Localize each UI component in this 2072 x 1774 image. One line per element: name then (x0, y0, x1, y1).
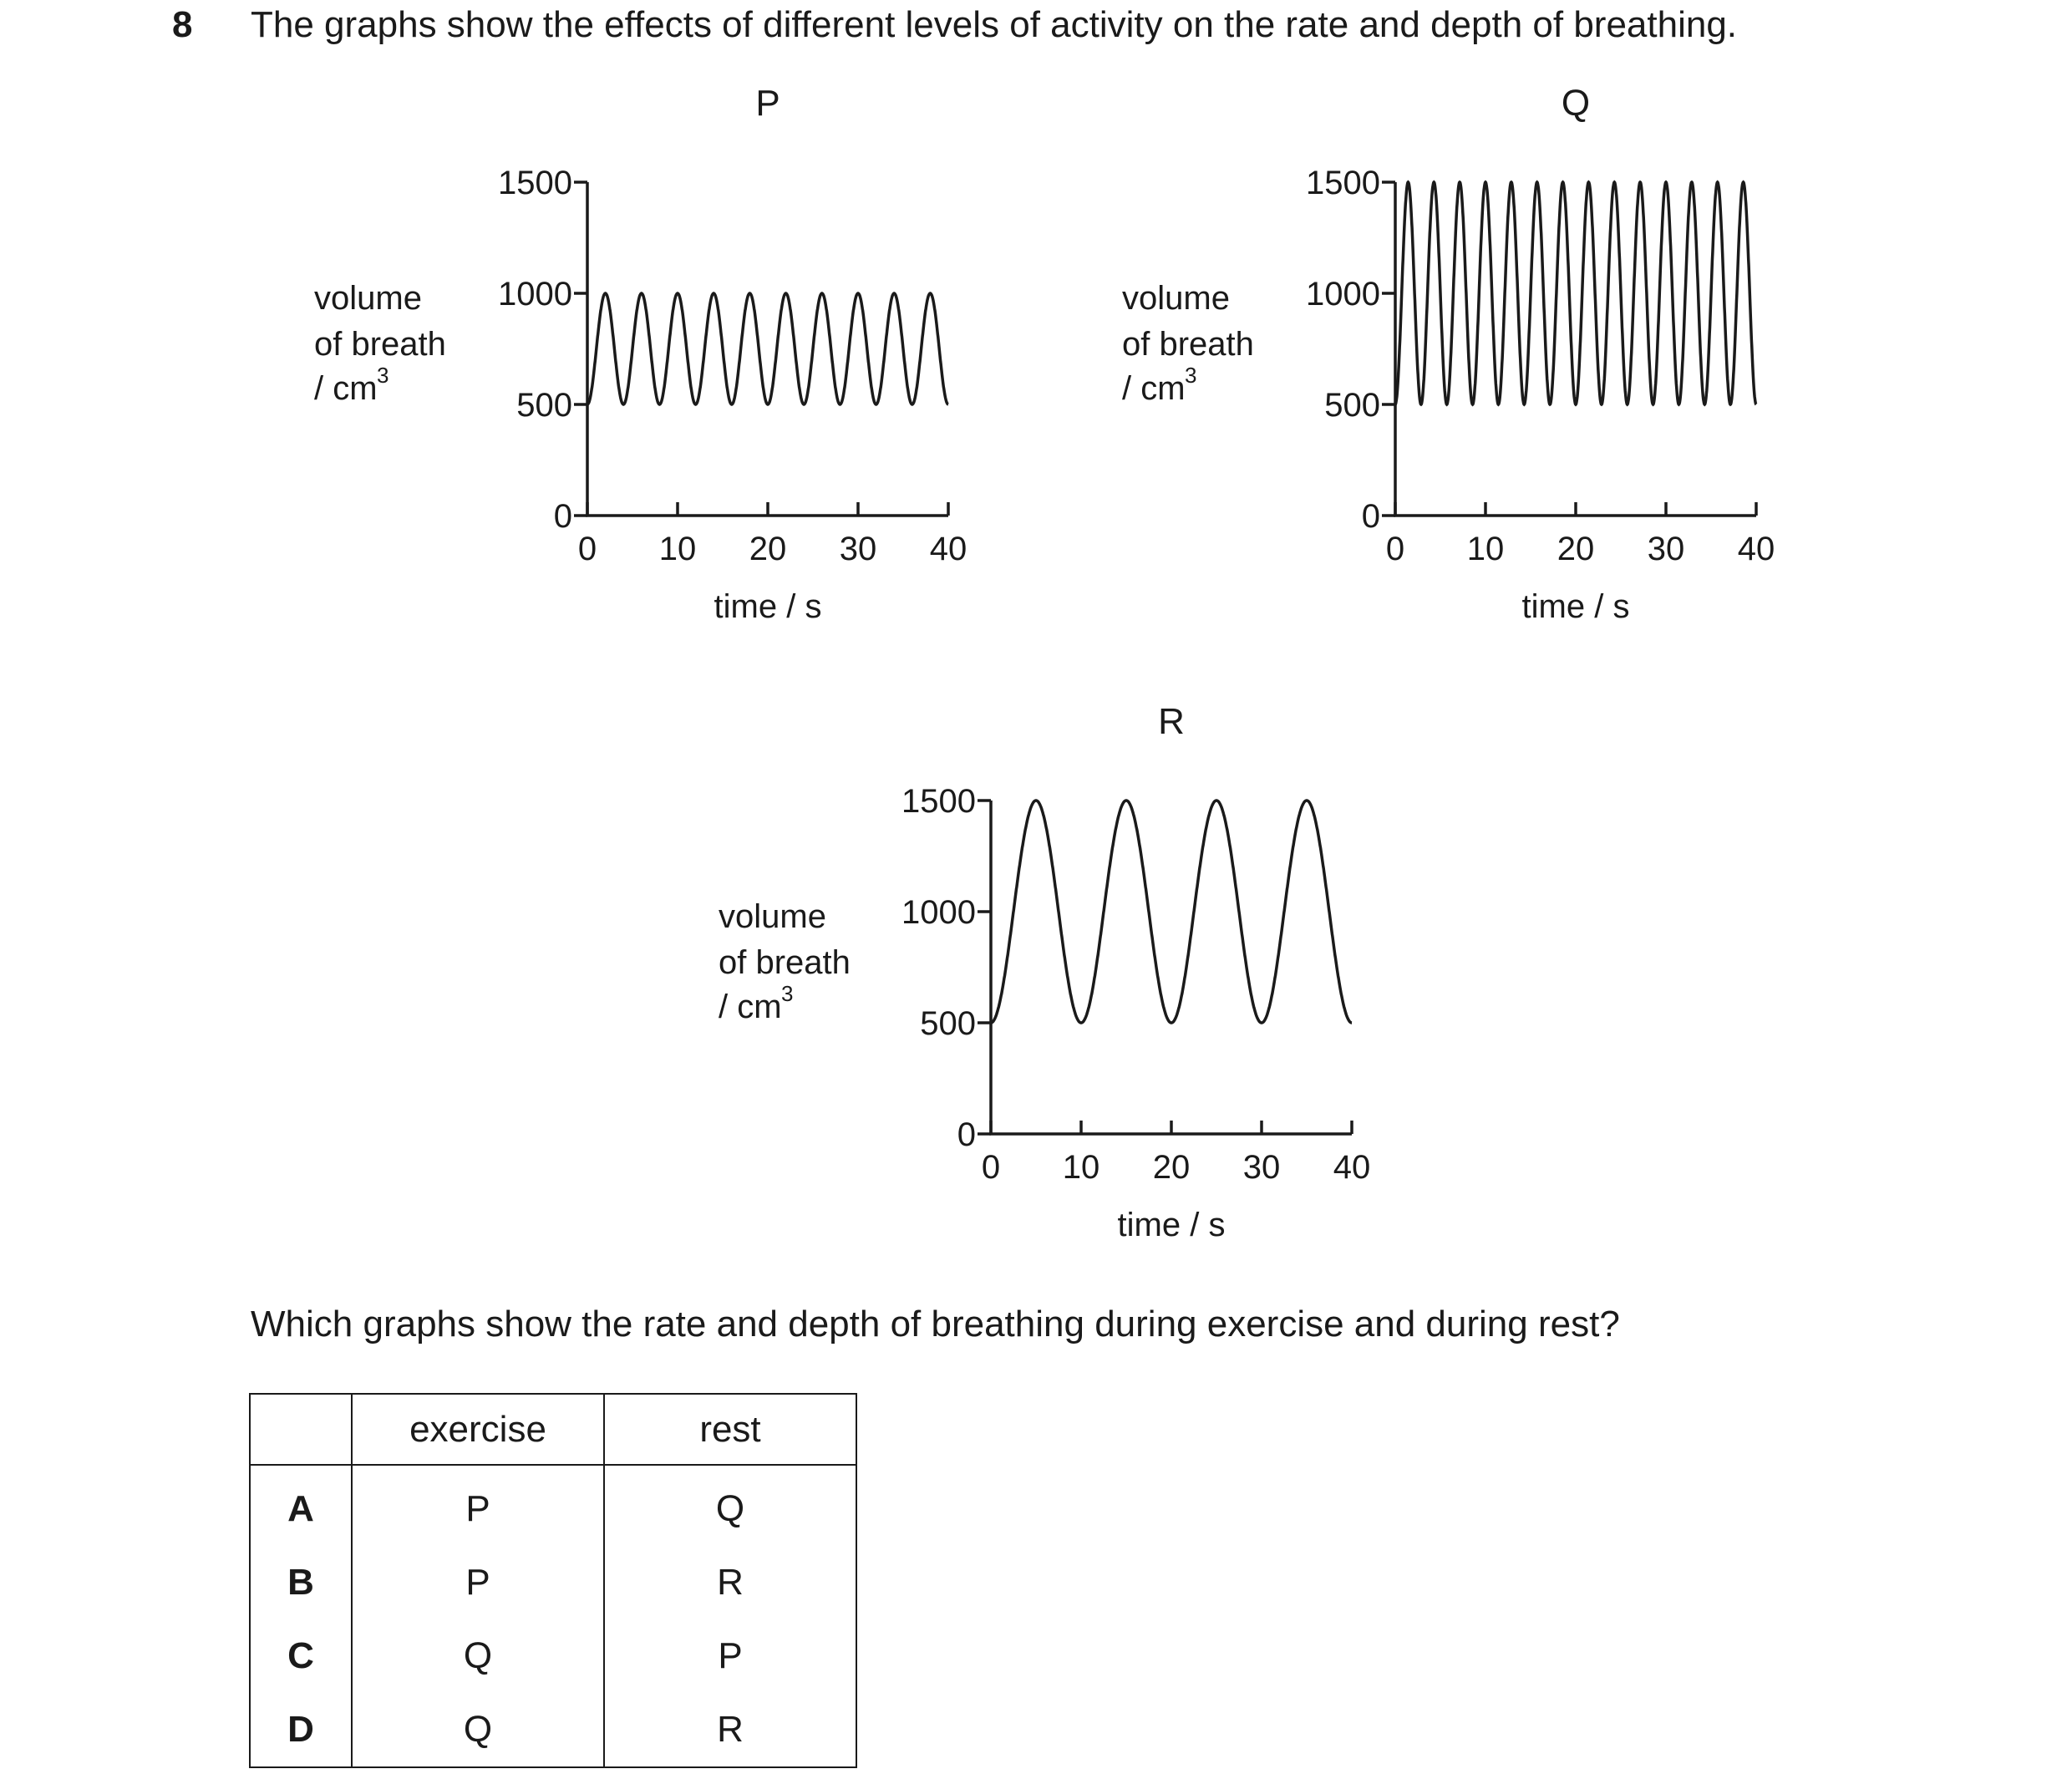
y-tick-label: 500 (516, 387, 572, 424)
graph-r (719, 701, 1370, 1243)
rest-cell: R (604, 1546, 856, 1619)
y-axis-label-line2: of breath (1122, 326, 1254, 363)
y-tick-label: 1500 (498, 165, 572, 201)
graph-q (1122, 83, 1775, 625)
graph-p (314, 83, 967, 625)
option-letter: C (250, 1619, 352, 1693)
y-axis-label-line2: of breath (719, 944, 851, 981)
x-axis-label: time / s (1117, 1207, 1226, 1243)
y-tick-label: 1000 (901, 894, 976, 931)
y-axis-label-line1: volume (314, 280, 422, 317)
chart-title: Q (1561, 83, 1591, 124)
option-letter: B (250, 1546, 352, 1619)
breathing-trace (587, 293, 948, 404)
x-tick-label: 40 (929, 531, 967, 567)
table-row (250, 1465, 856, 1546)
y-tick-label: 0 (1361, 498, 1380, 535)
axis-lines (587, 182, 948, 516)
table-row (250, 1619, 856, 1693)
rest-cell: P (604, 1619, 856, 1693)
x-tick-label: 40 (1333, 1149, 1371, 1186)
header-option (250, 1394, 352, 1465)
y-tick-label: 0 (957, 1116, 976, 1153)
axis-lines (1395, 182, 1756, 516)
y-axis-label-superscript: 3 (781, 981, 794, 1006)
x-tick-label: 30 (839, 531, 877, 567)
x-axis-label: time / s (1521, 588, 1630, 625)
chart-title: R (1158, 701, 1185, 742)
breathing-trace (1395, 182, 1756, 404)
answer-table (249, 1393, 857, 1768)
y-axis-label-superscript: 3 (377, 363, 389, 388)
x-tick-label: 0 (1385, 531, 1405, 567)
x-tick-label: 30 (1242, 1149, 1281, 1186)
option-letter: A (250, 1465, 352, 1546)
header-exercise: exercise (352, 1394, 604, 1465)
axis-lines (991, 801, 1352, 1134)
table-row (250, 1546, 856, 1619)
x-tick-label: 20 (1152, 1149, 1191, 1186)
exercise-cell: P (352, 1546, 604, 1619)
y-tick-label: 500 (920, 1005, 976, 1042)
y-tick-label: 1000 (1306, 276, 1380, 313)
table-header-row (250, 1394, 856, 1465)
y-tick-label: 1500 (901, 783, 976, 820)
question-prompt: Which graphs show the rate and depth of breathing during exercise and during rest? (251, 1304, 1620, 1344)
rest-cell: Q (604, 1465, 856, 1546)
chart-title: P (755, 83, 780, 124)
x-tick-label: 10 (658, 531, 697, 567)
y-axis-label-line3: / cm (314, 370, 378, 407)
question-number: 8 (172, 4, 193, 45)
x-tick-label: 40 (1737, 531, 1775, 567)
y-axis-label-line2: of breath (314, 326, 446, 363)
y-tick-label: 0 (553, 498, 572, 535)
y-tick-label: 1000 (498, 276, 572, 313)
x-tick-label: 10 (1466, 531, 1505, 567)
x-tick-label: 0 (577, 531, 597, 567)
question-stem: The graphs show the effects of different levels of activity on the rate and depth of breathing. (251, 4, 1738, 45)
y-axis-label-line1: volume (1122, 280, 1230, 317)
x-tick-label: 20 (1557, 531, 1595, 567)
breathing-trace (991, 801, 1352, 1023)
y-axis-label-superscript: 3 (1185, 363, 1197, 388)
exercise-cell: P (352, 1465, 604, 1546)
y-axis-label-line1: volume (719, 898, 826, 935)
option-letter: D (250, 1693, 352, 1767)
y-tick-label: 1500 (1306, 165, 1380, 201)
header-rest: rest (604, 1394, 856, 1465)
x-tick-label: 20 (749, 531, 787, 567)
table-row (250, 1693, 856, 1767)
y-axis-label-line3: / cm (719, 989, 782, 1025)
y-axis-label-line3: / cm (1122, 370, 1186, 407)
exercise-cell: Q (352, 1619, 604, 1693)
x-axis-label: time / s (714, 588, 822, 625)
x-tick-label: 10 (1062, 1149, 1100, 1186)
y-tick-label: 500 (1324, 387, 1380, 424)
x-tick-label: 30 (1647, 531, 1685, 567)
exercise-cell: Q (352, 1693, 604, 1767)
rest-cell: R (604, 1693, 856, 1767)
x-tick-label: 0 (981, 1149, 1001, 1186)
